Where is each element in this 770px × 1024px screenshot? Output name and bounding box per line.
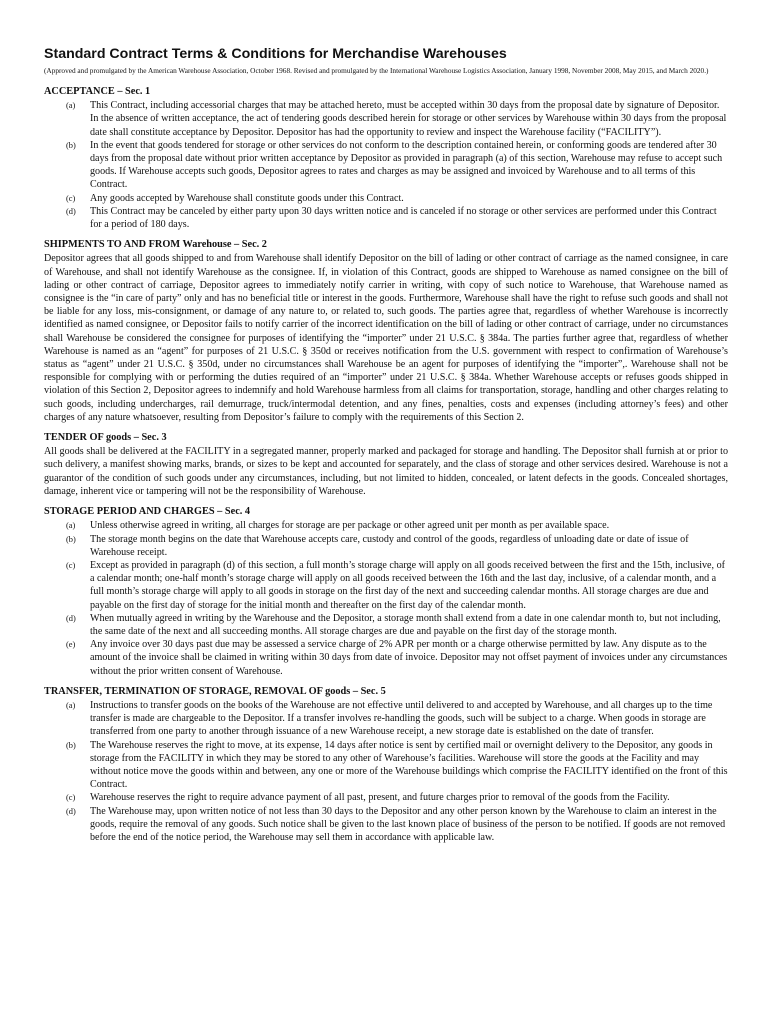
document-title: Standard Contract Terms & Conditions for Merchandise Warehouses	[44, 46, 507, 62]
section-paragraph: Depositor agrees that all goods shipped to and from Warehouse shall identify Depositor on the bill of lading or other contract of carriage as the named consignee, in care of Warehouse, and shall not identify Warehouse as the consignee. If, in violation of this Contract, goods are shipped to Warehouse as named consignee on the bill of lading or other contract of carriage, Depositor agrees to immediately notify carrier in writing, with copy of such notice to Warehouse, that Warehouse named as consignee is the “in care of party” only and has no beneficial title or interest in the goods. Furthermore, Warehouse shall have the right to refuse such goods and shall not be liable for any loss, mis-consignment, or damage of any nature to, or related to, such goods. The parties agree that, regardless of whether Warehouse is incorrectly identified as named consignee, or Depositor fails to notify carrier of the incorrect identification on the bill of lading or other contract of carriage, under no circumstances shall Warehouse be considered the consignee for purposes of identifying the “importer” under 21 U.S.C. § 384a. The parties further agree that, regardless of whether Warehouse is named as an “agent” for purposes of 21 U.S.C. § 350d or receives notification from the U.S. government with respect to confirmation of Warehouse’s status as “agent” under 21 U.S.C. § 350d, under no circumstances shall Warehouse be an agent for purposes of identifying the “importer”,. Warehouse shall not be responsible for complying with or performing the duties required of an “importer” under 21 U.S.C. § 384a. Whether Warehouse accepts or refuses goods shipped in violation of this Section 2, Depositor agrees to indemnify and hold Warehouse harmless from all claims for transportation, storage, handling and other charges relating to such goods, including undercharges, rail demurrage, truck/intermodal detention, and any fines, penalties, costs and expenses (including attorney’s fees) and other charges of any nature whatsoever, resulting from Depositor’s failure to comply with the requirements of this Section 2.	[44, 253, 728, 423]
section-storage-period	[44, 505, 728, 678]
list-item	[44, 139, 728, 192]
section-tender	[44, 431, 728, 498]
list-item	[44, 791, 728, 804]
item-label: (d)	[66, 613, 76, 623]
item-text: When mutually agreed in writing by the Warehouse and the Depositor, a storage month shall extend from a date in one calendar month to, but not including, the same date of the next and all succeeding months. All storage charges are due and payable on the first day of the storage month.	[90, 612, 721, 637]
list-item	[44, 519, 728, 532]
item-label: (b)	[66, 534, 76, 544]
section-heading: STORAGE PERIOD AND CHARGES – Sec. 4	[44, 506, 251, 518]
item-label: (d)	[66, 206, 76, 216]
list-item	[44, 205, 728, 231]
item-label: (c)	[66, 793, 76, 803]
item-label: (a)	[66, 521, 76, 531]
item-text: The Warehouse may, upon written notice of not less than 30 days to the Depositor and any other person known by the Warehouse to claim an interest in the goods, require the removal of any goods. Such notice shall be given to the last known place of business of the person to be notified. If goods are not removed before the end of the notice period, the Warehouse may sell them in accordance with applicable law.	[90, 805, 726, 843]
item-text: Warehouse reserves the right to require advance payment of all past, present, and future charges prior to removal of the goods from the Facility.	[90, 792, 670, 804]
section-paragraph: All goods shall be delivered at the FACILITY in a segregated manner, properly marked and packaged for storage and handling. The Depositor shall furnish at or prior to such delivery, a manifest showing marks, brands, or sizes to be kept and accounted for separately, and the class of storage and other services desired. Warehouse is not a guarantor of the condition of such goods under any circumstances, including, but not limited to hidden, concealed, or latent defects in the goods. Concealed shortages, damage, inherent vice or tampering will not be the responsibility of Warehouse.	[44, 446, 728, 497]
item-text: This Contract may be canceled by either party upon 30 days written notice and is canceled if no storage or other services are performed under this Contract for a period of 180 days.	[90, 205, 717, 231]
item-text: Any invoice over 30 days past due may be assessed a service charge of 2% APR per month or a charge otherwise permitted by law. Any dispute as to the amount of the invoice shall be claimed in writing within 30 days from date of invoice. Depositor may not offset payment of invoices under any circumstances without the prior written consent of Warehouse.	[90, 639, 728, 677]
item-text: Unless otherwise agreed in writing, all charges for storage are per package or other agreed unit per month as per available space.	[90, 520, 610, 532]
list-item	[44, 612, 728, 638]
list-item	[44, 533, 728, 559]
item-label: (b)	[66, 740, 76, 750]
item-label: (d)	[66, 806, 76, 816]
section-shipments	[44, 238, 728, 424]
item-label: (c)	[66, 193, 76, 203]
list-item	[44, 699, 728, 739]
item-list	[44, 99, 728, 231]
item-label: (a)	[66, 101, 76, 111]
item-label: (b)	[66, 140, 76, 150]
section-heading: TRANSFER, TERMINATION OF STORAGE, REMOVAL OF goods – Sec. 5	[44, 685, 386, 697]
section-heading: SHIPMENTS TO AND FROM Warehouse – Sec. 2	[44, 239, 267, 251]
section-transfer	[44, 685, 728, 844]
item-text: In the event that goods tendered for storage or other services do not conform to the description contained herein, or conforming goods are tendered after 30 days from the proposal date without prior written acceptance by Depositor as provided in paragraph (a) of this section, Warehouse may refuse to accept such goods. If Warehouse accepts such goods, Depositor agrees to rates and charges as may be assigned and invoiced by Warehouse and to all terms of this Contract.	[90, 139, 723, 191]
list-item	[44, 638, 728, 678]
item-text: Any goods accepted by Warehouse shall constitute goods under this Contract.	[90, 192, 404, 204]
item-text: Instructions to transfer goods on the books of the Warehouse are not effective until delivered to and accepted by Warehouse, and all charges up to the time transfer is made are chargeable to the Depositor. If a transfer involves re-handling the goods, such will be subject to a charge. When goods in storage are transferred from one party to another through issuance of a new Warehouse receipt, a new storage date is established on the date of transfer.	[90, 699, 713, 738]
item-label: (c)	[66, 560, 76, 570]
list-item	[44, 559, 728, 612]
item-label: (e)	[66, 640, 76, 650]
section-acceptance	[44, 85, 728, 231]
list-item	[44, 805, 728, 845]
item-list	[44, 519, 728, 677]
section-heading: TENDER OF goods – Sec. 3	[44, 432, 167, 444]
list-item	[44, 192, 728, 205]
item-text: This Contract, including accessorial charges that may be attached hereto, must be accepted within 30 days from the proposal date by signature of Depositor. In the absence of written acceptance, the act of tendering goods described herein for storage or other services by Warehouse within 30 days from the proposal date shall constitute acceptance by Depositor. Depositor has had the opportunity to review and inspect the Warehouse facility (“FACILITY”).	[90, 100, 727, 138]
document-subtitle: (Approved and promulgated by the American Warehouse Association, October 1968. Revised and promulgated by the International Warehouse Logistics Association, January 1998, November 2008, May 2015, and March 2020.)	[44, 66, 709, 75]
item-text: The Warehouse reserves the right to move, at its expense, 14 days after notice is sent by certified mail or overnight delivery to the Depositor, any goods in storage from the FACILITY in which they may be stored to any other of Warehouse’s facilities. Warehouse will store the goods at the Facility and may without notice move the goods within and between, any one or more of the Warehouse buildings which comprise the FACILITY identified on the front of this Contract.	[90, 739, 728, 791]
list-item	[44, 99, 728, 139]
item-text: Except as provided in paragraph (d) of this section, a full month’s storage charge will apply on all goods received between the first and the 15th, inclusive, of a calendar month; one-half month’s storage charge will apply on all goods received between the 16th and the last day, inclusive, of a calendar month, and a full month’s storage charge will apply to all goods in storage on the first day of the next and succeeding calendar months. All storage charges are due and payable on the first day of storage for the initial month and thereafter on the first day of the calendar month.	[90, 559, 725, 611]
section-heading: ACCEPTANCE – Sec. 1	[44, 86, 151, 97]
item-label: (a)	[66, 700, 76, 710]
item-text: The storage month begins on the date that Warehouse accepts care, custody and control of the goods, regardless of unloading date or date of issue of Warehouse receipt.	[90, 533, 689, 558]
list-item	[44, 739, 728, 792]
item-list	[44, 699, 728, 844]
